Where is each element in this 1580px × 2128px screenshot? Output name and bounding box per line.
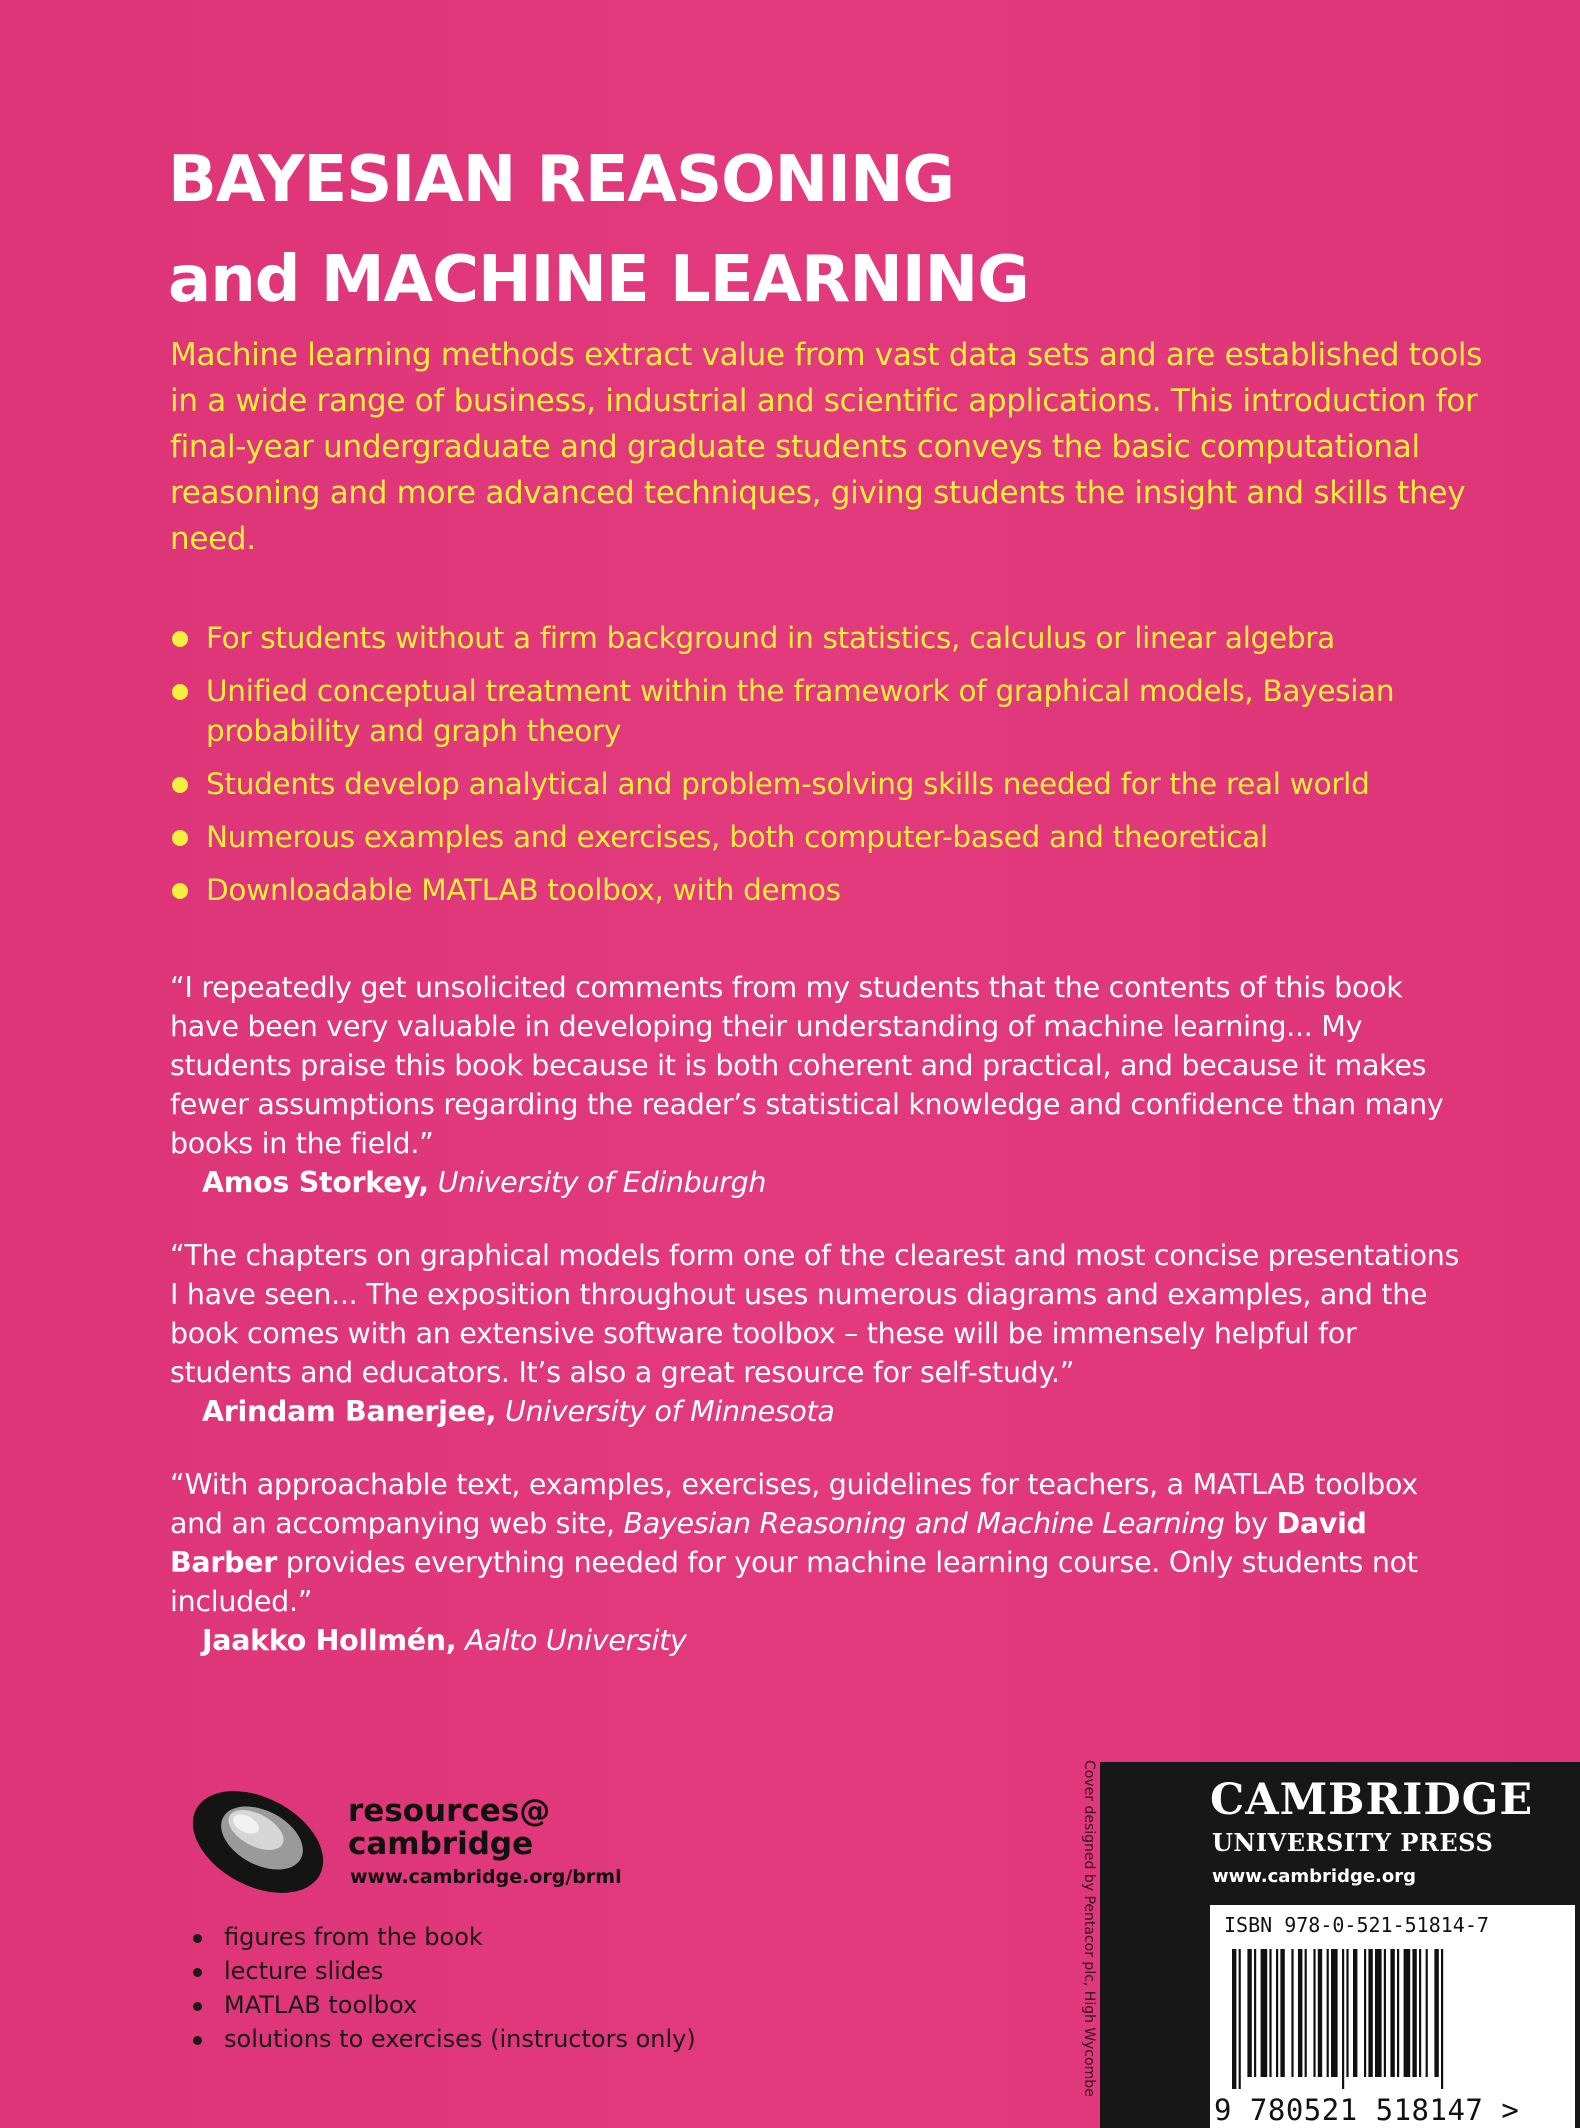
bullet-icon [172,777,188,793]
quote-text-part: provides everything needed for your machine learning course. Only students not included.” [170,1546,1418,1618]
bullet-icon [193,1968,202,1977]
endorsement-quote [170,968,1470,1202]
author-name: David Barber [170,1507,1367,1579]
reviewer-name: Amos Storkey, [202,1166,429,1199]
book-title [168,130,1368,330]
bullet-icon [172,631,188,647]
quote-text: “I repeatedly get unsolicited comments from my students that the contents of this book have been very valuable in developing their understanding of machine learning... My students praise this book because it is both coherent and practical, and because it makes fewer assumptions regarding the reader’s statistical knowledge and confidence than many books in the field.” [170,971,1444,1160]
feature-text: Students develop analytical and problem-solving skills needed for the real world [206,767,1370,801]
feature-text: Numerous examples and exercises, both computer-based and theoretical [206,820,1268,854]
isbn-label: ISBN 978-0-521-51814-7 [1224,1913,1489,1937]
feature-text: For students without a firm background in statistics, calculus or linear algebra [206,621,1335,655]
resource-item [188,1988,696,2022]
resources-mouse-icon [188,1782,338,1912]
title-line-1: BAYESIAN REASONING [168,143,955,217]
resources-list [188,1920,696,2056]
resource-text: figures from the book [224,1923,483,1951]
feature-list [170,618,1500,923]
quote-text-part: by [1224,1507,1277,1540]
quote-attribution [170,1163,1470,1202]
resource-item [188,1954,696,1988]
bullet-icon [193,1934,202,1943]
quote-text-part: “With approachable text, examples, exercises, guidelines for teachers, a MATLAB toolbox and an accompanying web site, [170,1468,1418,1540]
resource-item [188,2022,696,2056]
resources-line-2: cambridge [348,1826,534,1862]
feature-text: Downloadable MATLAB toolbox, with demos [206,873,841,907]
barcode-icon [1218,1949,1568,2089]
publisher-block [1100,1762,1580,2128]
intro-paragraph: Machine learning methods extract value from vast data sets and are established tools in a wide range of business, industrial and scientific applications. This introduction for final-year undergraduate and graduate students conveys the basic computational reasoning and more advanced techniques, giving students the insight and skills they need. [170,337,1483,557]
bullet-icon [193,2036,202,2045]
barcode-number: 9 780521 518147 > [1214,2093,1520,2127]
bullet-icon [172,830,188,846]
cover-credit: Cover designed by Pentacor plc, High Wycombe [1081,1760,1097,2097]
feature-item [170,764,1500,804]
quote-text [170,1465,1470,1621]
resource-item [188,1920,696,1954]
reviewer-name: Jaakko Hollmén, [202,1624,457,1657]
endorsement-quote [170,1465,1470,1660]
feature-item [170,817,1500,857]
quote-text: “The chapters on graphical models form one of the clearest and most concise presentations I have seen... The exposition throughout uses numerous diagrams and examples, and the book comes with an extensive software toolbox – these will be immensely helpful for students and educators. It’s also a great resource for self-study.” [170,1239,1460,1389]
bullet-icon [193,2002,202,2011]
feature-item [170,671,1500,751]
feature-text: Unified conceptual treatment within the framework of graphical models, Bayesian probability and graph theory [206,674,1395,748]
resource-text: solutions to exercises (instructors only) [224,2025,696,2053]
resources-logo-text [348,1795,550,1861]
reviewer-affiliation: Aalto University [465,1624,687,1657]
bullet-icon [172,684,188,700]
title-line-2: and MACHINE LEARNING [168,243,1029,317]
quote-attribution [170,1392,1470,1431]
bullet-icon [172,883,188,899]
reviewer-name: Arindam Banerjee, [202,1395,497,1428]
publisher-name: CAMBRIDGE [1210,1775,1534,1825]
book-title-reference: Bayesian Reasoning and Machine Learning [623,1507,1225,1540]
resources-url[interactable]: www.cambridge.org/brml [350,1866,622,1888]
publisher-url[interactable]: www.cambridge.org [1212,1866,1417,1887]
endorsement-quote [170,1236,1470,1431]
feature-item [170,618,1500,658]
barcode-box [1210,1905,1575,2128]
resource-text: lecture slides [224,1957,384,1985]
resources-line-1: resources@ [348,1793,551,1829]
quote-attribution [170,1621,1470,1660]
reviewer-affiliation: University of Minnesota [504,1395,835,1428]
publisher-press: UNIVERSITY PRESS [1212,1828,1494,1857]
feature-item [170,870,1500,910]
endorsements [170,968,1470,1694]
reviewer-affiliation: University of Edinburgh [437,1166,767,1199]
resource-text: MATLAB toolbox [224,1991,418,2019]
